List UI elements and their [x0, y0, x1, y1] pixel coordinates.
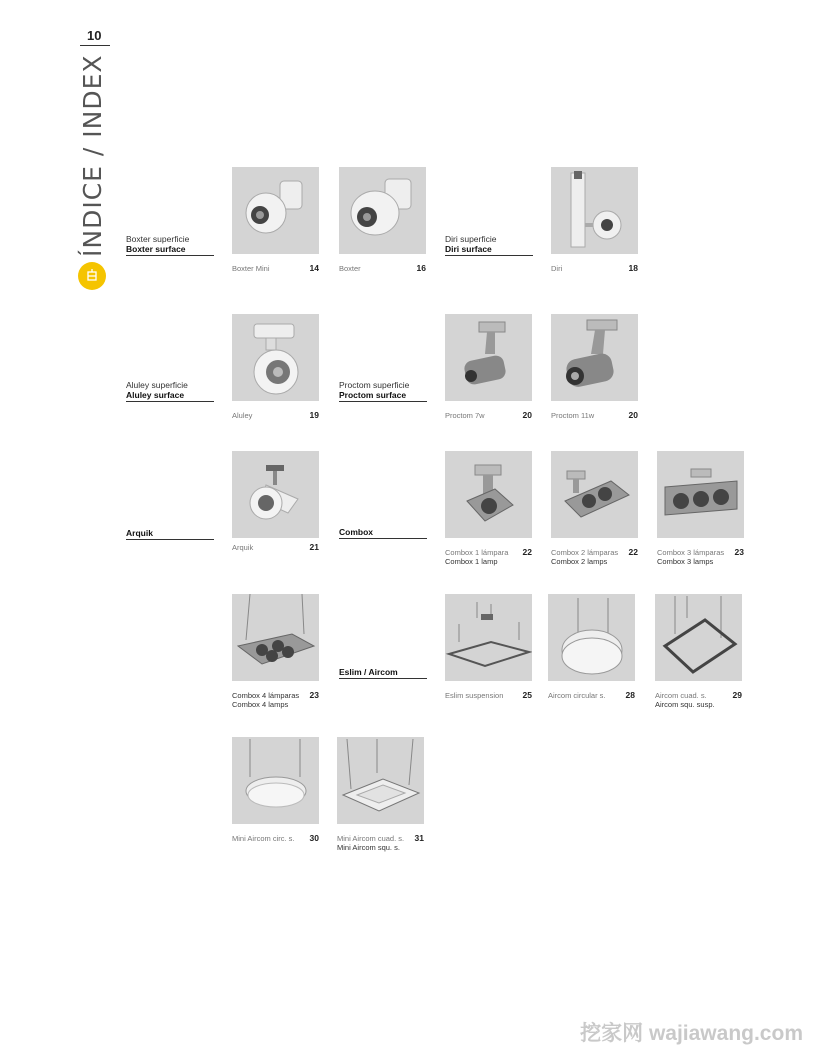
product-name-en: Combox 2 lamps: [551, 557, 608, 566]
product-name: Aircom cuad. s.: [655, 691, 707, 700]
product-page: 16: [416, 263, 426, 273]
product-thumb[interactable]: [232, 594, 319, 681]
product-name: Diri: [551, 264, 563, 273]
product-page: 21: [309, 542, 319, 552]
product-name-en: Aircom squ. susp.: [655, 700, 715, 709]
category-boxter: [126, 234, 214, 256]
category-label-en: Diri surface: [445, 244, 492, 254]
product-name: Combox 4 lámparas: [232, 691, 300, 700]
product-caption: [232, 264, 319, 273]
product-name: Combox 2 lámparas: [551, 548, 619, 557]
product-thumb[interactable]: [445, 314, 532, 401]
product-page: 19: [309, 410, 319, 420]
product-caption: [657, 548, 744, 566]
suspended-round-icon: [548, 594, 635, 681]
product-name: Combox 3 lámparas: [657, 548, 725, 557]
product-thumb[interactable]: [445, 451, 532, 538]
product-page: 29: [732, 690, 742, 700]
product-thumb[interactable]: [339, 167, 426, 254]
product-caption: [445, 691, 532, 700]
combox-3-icon: [657, 451, 744, 538]
product-thumb[interactable]: [551, 314, 638, 401]
index-title-text: ÍNDICE / INDEX: [78, 54, 107, 257]
product-thumb[interactable]: [655, 594, 742, 681]
product-name: Arquik: [232, 543, 254, 552]
product-caption: [445, 411, 532, 420]
product-page: 20: [628, 410, 638, 420]
product-page: 18: [628, 263, 638, 273]
category-diri: [445, 234, 533, 256]
category-label-en: Aluley surface: [126, 390, 185, 400]
product-name: Mini Aircom cuad. s.: [337, 834, 405, 843]
product-name: Aluley: [232, 411, 253, 420]
product-caption: [232, 834, 319, 843]
product-caption: [655, 691, 742, 709]
watermark: 挖家网 wajiawang.com: [580, 1022, 803, 1045]
page-number: 10: [87, 28, 102, 43]
category-label-es: Aluley superficie: [126, 380, 188, 390]
index-title: [78, 54, 112, 257]
product-name-en: Combox 3 lamps: [657, 557, 714, 566]
suspended-round-icon: [232, 737, 319, 824]
product-caption: [339, 264, 426, 273]
lamp-badge-icon: [84, 268, 100, 284]
product-page: 20: [522, 410, 532, 420]
product-caption: [551, 264, 638, 273]
product-name: Boxter Mini: [232, 264, 270, 273]
spot-cylinder-icon: [232, 167, 319, 254]
product-caption: [551, 411, 638, 420]
product-thumb[interactable]: [657, 451, 744, 538]
category-combox: [339, 527, 427, 539]
product-name: Boxter: [339, 264, 361, 273]
category-proctom: [339, 380, 427, 402]
category-aluley: [126, 380, 214, 402]
category-label-es: Diri superficie: [445, 234, 497, 244]
product-name-en: Combox 4 lamps: [232, 700, 289, 709]
product-name: Eslim suspension: [445, 691, 504, 700]
product-page: 22: [628, 547, 638, 557]
product-page: 23: [734, 547, 744, 557]
product-thumb[interactable]: [445, 594, 532, 681]
product-caption: [337, 834, 424, 852]
category-arquik: [126, 528, 214, 540]
product-thumb[interactable]: [551, 451, 638, 538]
category-label-en: Eslim / Aircom: [339, 667, 398, 677]
combox-2-icon: [551, 451, 638, 538]
product-page: 25: [522, 690, 532, 700]
product-name-en: Combox 1 lamp: [445, 557, 498, 566]
diri-spot-icon: [551, 167, 638, 254]
product-name: Proctom 7w: [445, 411, 485, 420]
product-page: 28: [625, 690, 635, 700]
category-label-en: Boxter surface: [126, 244, 186, 254]
product-thumb[interactable]: [548, 594, 635, 681]
product-page: 31: [414, 833, 424, 843]
product-thumb[interactable]: [337, 737, 424, 824]
product-thumb[interactable]: [232, 314, 319, 401]
product-page: 23: [309, 690, 319, 700]
combox-4-icon: [232, 594, 319, 681]
product-thumb[interactable]: [232, 737, 319, 824]
product-caption: [551, 548, 638, 566]
arquik-spot-icon: [232, 451, 319, 538]
category-label-en: Arquik: [126, 528, 153, 538]
spot-cylinder-icon: [339, 167, 426, 254]
category-label-es: Boxter superficie: [126, 234, 190, 244]
product-thumb[interactable]: [551, 167, 638, 254]
category-label-en: Combox: [339, 527, 373, 537]
suspended-frame-icon: [655, 594, 742, 681]
category-label-en: Proctom surface: [339, 390, 407, 400]
product-caption: [445, 548, 532, 566]
suspended-panel-icon: [337, 737, 424, 824]
product-name: Proctom 11w: [551, 411, 595, 420]
track-spot-icon: [445, 314, 532, 401]
page-number-rule: [80, 45, 110, 46]
product-page: 22: [522, 547, 532, 557]
product-caption: [232, 411, 319, 420]
product-page: 30: [309, 833, 319, 843]
product-caption: [232, 543, 319, 552]
product-thumb[interactable]: [232, 167, 319, 254]
product-page: 14: [309, 263, 319, 273]
product-caption: [548, 691, 635, 700]
combox-1-icon: [445, 451, 532, 538]
product-caption: [232, 691, 319, 709]
product-name-en: Mini Aircom squ. s.: [337, 843, 400, 852]
product-thumb[interactable]: [232, 451, 319, 538]
section-badge: [78, 262, 106, 290]
suspended-frame-icon: [445, 594, 532, 681]
product-name: Combox 1 lámpara: [445, 548, 509, 557]
category-label-es: Proctom superficie: [339, 380, 410, 390]
product-name: Mini Aircom circ. s.: [232, 834, 295, 843]
aluley-spot-icon: [232, 314, 319, 401]
product-name: Aircom circular s.: [548, 691, 606, 700]
category-eslim-aircom: [339, 667, 427, 679]
track-spot-icon: [551, 314, 638, 401]
